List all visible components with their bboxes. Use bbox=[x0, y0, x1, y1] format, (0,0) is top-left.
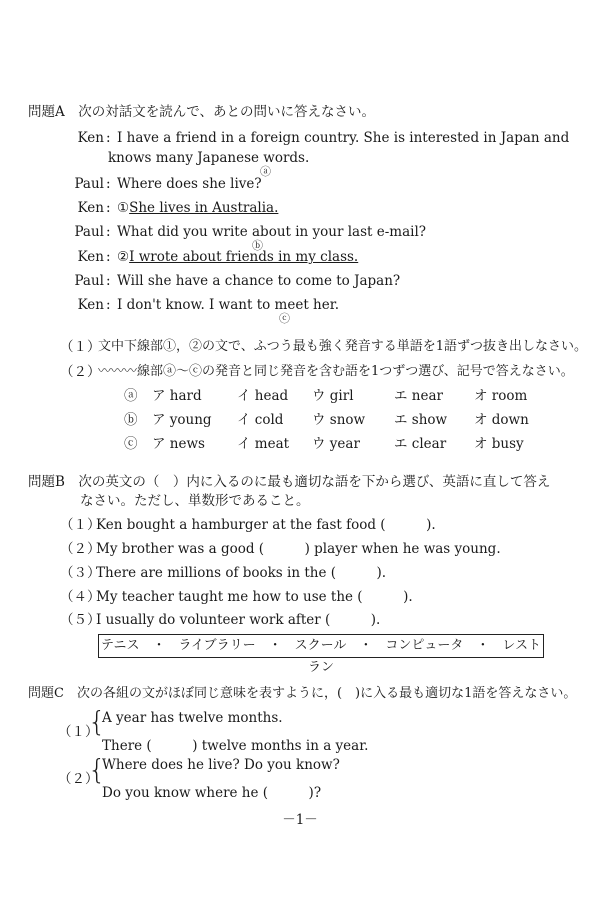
choice-option: イ meat bbox=[237, 436, 290, 452]
item-number: （５） bbox=[60, 612, 101, 628]
section-c-title: 問題C 次の各組の文がほぼ同じ意味を表すように，( )に入る最も適切な1語を答えなさい。 bbox=[28, 686, 577, 701]
item-number: （２） bbox=[60, 541, 101, 557]
marker-c: ⓒ bbox=[279, 312, 290, 325]
choice-option: ア young bbox=[152, 412, 212, 428]
item-text: My teacher taught me how to use the ( ). bbox=[96, 589, 413, 605]
section-a-title: 問題A 次の対話文を読んで、あとの問いに答えなさい。 bbox=[28, 104, 375, 120]
choice-option: イ cold bbox=[237, 412, 284, 428]
page-number: －1－ bbox=[282, 812, 318, 828]
colon: : bbox=[106, 273, 111, 289]
dialogue-line: I don't know. I want to meet her. bbox=[117, 297, 339, 313]
marker-a: ⓐ bbox=[260, 165, 271, 178]
sentence: Do you know where he ( )? bbox=[102, 785, 322, 801]
speaker: Ken bbox=[77, 130, 104, 146]
speaker: Ken bbox=[77, 200, 104, 216]
colon: : bbox=[106, 249, 111, 265]
sentence: Where does he live? Do you know? bbox=[102, 757, 340, 773]
choice-option: イ head bbox=[237, 388, 289, 404]
choice-option: ウ year bbox=[312, 436, 360, 452]
choice-option: ア news bbox=[152, 436, 205, 452]
speaker: Paul bbox=[74, 273, 104, 289]
section-b-title-cont: なさい。ただし、単数形であること。 bbox=[80, 493, 310, 509]
group-number: （２） bbox=[58, 771, 99, 787]
dialogue-line: Where does she live? bbox=[117, 176, 262, 192]
choice-label: ⓒ bbox=[124, 436, 138, 452]
marker-b: ⓑ bbox=[252, 239, 263, 252]
speaker: Paul bbox=[74, 224, 104, 240]
choice-option: エ near bbox=[394, 388, 443, 404]
item-number: （１） bbox=[60, 517, 101, 533]
choice-option: ウ snow bbox=[312, 412, 366, 428]
dialogue-line: I have a friend in a foreign country. She is interested in Japan and bbox=[117, 130, 570, 146]
question-text: 文中下線部①，②の文で、ふつう最も強く発音する単語を1語ずつ抜き出しなさい。 bbox=[98, 339, 588, 354]
choice-label: ⓐ bbox=[124, 388, 138, 404]
dialogue-line bbox=[117, 200, 278, 216]
speaker: Paul bbox=[74, 176, 104, 192]
choice-option: オ down bbox=[474, 412, 529, 428]
item-text: My brother was a good ( ) player when he was young. bbox=[96, 541, 501, 557]
dialogue-line: Will she have a chance to come to Japan? bbox=[117, 273, 401, 289]
speaker: Ken bbox=[77, 249, 104, 265]
brace-icon: { bbox=[88, 705, 106, 738]
circled-number: ② bbox=[117, 249, 130, 265]
dialogue-line-cont: knows many Japanese words. bbox=[108, 150, 310, 166]
underlined-sentence: I wrote about friends in my class. bbox=[129, 249, 359, 265]
brace-icon: { bbox=[88, 753, 106, 786]
dialogue-line: What did you write about in your last e-mail? bbox=[117, 224, 427, 240]
colon: : bbox=[106, 297, 111, 313]
sentence: A year has twelve months. bbox=[102, 710, 283, 726]
section-b-title: 問題B 次の英文の（ ）内に入るのに最も適切な語を下から選び、英語に直して答え bbox=[28, 474, 551, 490]
choice-label: ⓑ bbox=[124, 412, 138, 428]
question-number: （２） bbox=[60, 364, 101, 380]
choice-option: エ clear bbox=[394, 436, 447, 452]
choice-option: オ room bbox=[474, 388, 528, 404]
dialogue-line bbox=[117, 249, 358, 265]
group-number: （１） bbox=[58, 724, 99, 740]
choice-option: オ busy bbox=[474, 436, 524, 452]
colon: : bbox=[106, 224, 111, 240]
choice-option: ウ girl bbox=[312, 388, 354, 404]
item-number: （４） bbox=[60, 589, 101, 605]
choice-option: ア hard bbox=[152, 388, 202, 404]
sentence: There ( ) twelve months in a year. bbox=[102, 738, 369, 754]
question-text: 〰〰〰線部ⓐ～ⓒの発音と同じ発音を含む語を1つずつ選び、記号で答えなさい。 bbox=[98, 364, 574, 379]
question-number: （１） bbox=[60, 339, 101, 355]
colon: : bbox=[106, 200, 111, 216]
circled-number: ① bbox=[117, 200, 130, 216]
item-text: Ken bought a hamburger at the fast food ( ). bbox=[96, 517, 436, 533]
underlined-sentence: She lives in Australia. bbox=[129, 200, 279, 216]
choice-option: エ show bbox=[394, 412, 448, 428]
colon: : bbox=[106, 176, 111, 192]
item-text: There are millions of books in the ( ). bbox=[96, 565, 387, 581]
word-choice-box: テニス ・ ライブラリー ・ スクール ・ コンピュータ ・ レストラン bbox=[98, 634, 544, 658]
wavy-line-symbol: 〰〰〰 bbox=[98, 364, 138, 379]
speaker: Ken bbox=[77, 297, 104, 313]
item-text: I usually do volunteer work after ( ). bbox=[96, 612, 381, 628]
colon: : bbox=[106, 130, 111, 146]
item-number: （３） bbox=[60, 565, 101, 581]
